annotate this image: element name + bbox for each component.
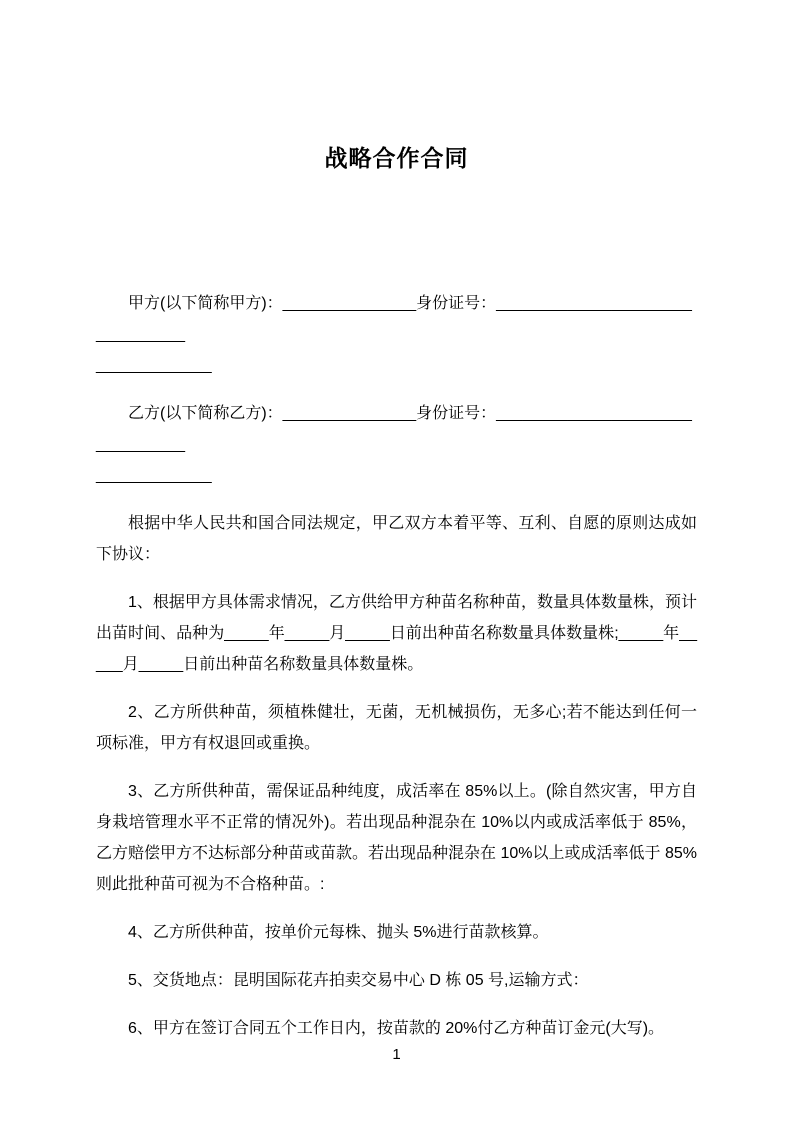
party-b-text: 乙方(以下简称乙方)：_______________身份证号：________________________________ xyxy=(96,405,692,453)
party-b-blank-continuation: _____________ xyxy=(96,467,212,484)
clause-1: 1、根据甲方具体需求情况，乙方供给甲方种苗名称种苗，数量具体数量株，预计出苗时间、品种为_____年_____月_____日前出种苗名称数量具体数量株;_____年_____月_____日前出种苗名称数量具体数量株。 xyxy=(96,594,697,673)
document-title: 战略合作合同 xyxy=(324,145,469,171)
page-number: 1 xyxy=(392,1046,401,1063)
party-a-line xyxy=(96,288,697,381)
preamble-paragraph: 根据中华人民共和国合同法规定，甲乙双方本着平等、互利、自愿的原则达成如下协议： xyxy=(96,515,697,563)
clause-2: 2、乙方所供种苗，须植株健壮，无菌，无机械损伤，无多心;若不能达到任何一项标准，甲方有权退回或重换。 xyxy=(96,704,697,752)
party-b-line xyxy=(96,398,697,491)
clause-5: 5、交货地点：昆明国际花卉拍卖交易中心 D 栋 05 号,运输方式： xyxy=(128,972,589,989)
party-a-text: 甲方(以下简称甲方)：_______________身份证号：________________________________ xyxy=(96,295,692,343)
clause-3: 3、乙方所供种苗，需保证品种纯度，成活率在 85%以上。(除自然灾害，甲方自身栽培管理水平不正常的情况外)。若出现品种混杂在 10%以内或成活率低于 85%，乙方赔偿甲方不达标部分种苗或苗款。若出现品种混杂在 10%以上或成活率低于 85%则此批种苗可视为不合格种苗。: xyxy=(96,783,697,893)
party-a-blank-continuation: _____________ xyxy=(96,357,212,374)
clause-6: 6、甲方在签订合同五个工作日内，按苗款的 20%付乙方种苗订金元(大写)。 xyxy=(128,1020,665,1037)
clause-4: 4、乙方所供种苗，按单价元每株、抛头 5%进行苗款核算。 xyxy=(128,924,549,941)
